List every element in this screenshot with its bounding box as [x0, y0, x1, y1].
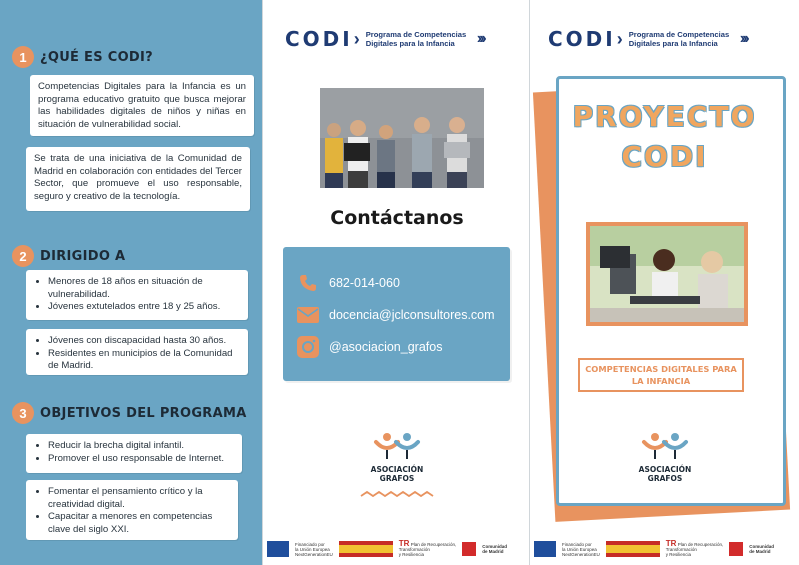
section-objectives-header — [12, 402, 247, 424]
phone-row[interactable] — [297, 272, 400, 294]
what-is-codi-card — [30, 75, 254, 136]
eu-line: la Unión Europea — [562, 546, 597, 552]
spain-government-logo — [339, 541, 393, 557]
phone-icon — [297, 272, 319, 294]
target-list-card-1 — [26, 270, 248, 320]
list-item: • Jóvenes extutelados entre 18 y 25 años. — [48, 301, 240, 314]
section-title: OBJETIVOS DEL PROGRAMA — [40, 405, 247, 421]
triple-chevron-icon: ››› — [476, 30, 484, 47]
envelope-icon — [297, 304, 319, 326]
tagline-box — [578, 358, 744, 392]
plan-line: Plan de Recuperación, — [410, 542, 457, 547]
plan-text — [666, 541, 723, 557]
initiative-card — [26, 147, 250, 211]
list-item: • Jóvenes con discapacidad hasta 30 años. — [48, 335, 240, 348]
eu-funding-text — [562, 542, 600, 557]
madrid-logo-icon — [729, 542, 743, 556]
grafos-figures-icon — [372, 432, 422, 460]
madrid-text — [482, 544, 507, 554]
bracket-icon: › — [353, 28, 360, 49]
objectives-list-card-2 — [26, 480, 238, 540]
project-title-line1: PROYECTO — [572, 100, 757, 133]
triple-chevron-icon: ››› — [739, 30, 747, 47]
madrid-text — [749, 544, 774, 554]
card-text: Competencias Digitales para la Infancia es un programa educativo gratuito que busca mejorar las habilidades digitales de niños y niñas en situación de vulnerabilidad social. — [38, 81, 246, 130]
funding-footer — [267, 541, 507, 557]
grafos-figures-icon — [640, 432, 690, 460]
codi-subtitle — [366, 30, 471, 48]
plan-line: y Resiliencia — [398, 552, 425, 557]
assoc-name-line: GRAFOS — [647, 474, 683, 483]
child-4 — [412, 117, 432, 188]
eu-flag-icon — [267, 541, 289, 557]
madrid-line: de Madrid — [749, 549, 771, 554]
child-3 — [377, 125, 395, 188]
list-item: • Promover el uso responsable de Internet. — [48, 453, 234, 466]
subtitle-line: Programa de Competencias — [365, 30, 467, 39]
child-1 — [325, 123, 343, 188]
photo-illustration — [590, 226, 744, 322]
list-item: • Residentes en municipios de la Comunidad de Madrid. — [48, 348, 240, 373]
contact-box — [283, 247, 510, 381]
assoc-name-line: ASOCIACIÓN — [638, 465, 692, 474]
bracket-icon: › — [616, 28, 623, 49]
plan-line: Plan de Recuperación, — [677, 542, 724, 547]
cover-panel — [530, 0, 799, 565]
assoc-name-line: GRAFOS — [379, 474, 415, 483]
eu-line: Financiado por — [562, 541, 592, 547]
madrid-line: de Madrid — [482, 549, 504, 554]
section-what-is-codi-header — [12, 46, 153, 68]
plan-line: Transformación — [398, 547, 430, 552]
target-list-card-2 — [26, 329, 248, 375]
subtitle-line: Programa de Competencias — [628, 30, 730, 39]
section-target-header — [12, 245, 125, 267]
email-row[interactable] — [297, 304, 495, 326]
prtr-logo-mark: TR — [665, 539, 677, 548]
codi-logo: CODI — [285, 27, 353, 51]
madrid-line: Comunidad — [749, 544, 774, 549]
section-number-badge: 3 — [12, 402, 34, 424]
section-title: ¿QUÉ ES CODI? — [40, 49, 153, 65]
section-title: DIRIGIDO A — [40, 248, 126, 264]
plan-line: Transformación — [665, 547, 697, 552]
asociacion-grafos-logo — [357, 432, 437, 504]
codi-logo-header — [285, 27, 484, 51]
section-number-badge: 1 — [12, 46, 34, 68]
email-address: docencia@jclconsultores.com — [329, 308, 495, 322]
info-panel — [0, 0, 262, 565]
phone-number: 682-014-060 — [329, 276, 400, 290]
madrid-line: Comunidad — [482, 544, 507, 549]
subtitle-line: Digitales para la Infancia — [628, 39, 718, 48]
eu-funding-text — [295, 542, 333, 557]
instagram-icon — [297, 336, 319, 358]
spain-government-logo — [606, 541, 660, 557]
eu-line: NextGenerationEU — [295, 551, 333, 557]
codi-logo-header — [548, 27, 747, 51]
card-text: Se trata de una iniciativa de la Comunidad de Madrid en colaboración con entidades del Tercer Sector, que promueve el uso responsable, seguro y creativo de la tecnología. — [34, 153, 242, 202]
assoc-name-line: ASOCIACIÓN — [370, 465, 424, 474]
social-row[interactable] — [297, 336, 442, 358]
eu-line: NextGenerationEU — [562, 551, 600, 557]
eu-line: la Unión Europea — [295, 546, 330, 552]
children-with-devices-photo — [320, 88, 484, 188]
list-item: • Reducir la brecha digital infantil. — [48, 440, 234, 453]
social-handle: @asociacion_grafos — [329, 340, 443, 354]
contact-title: Contáctanos — [330, 207, 464, 229]
section-number-badge: 2 — [12, 245, 34, 267]
list-item: • Capacitar a menores en competencias clave del siglo XXI. — [48, 511, 230, 536]
eu-flag-icon — [534, 541, 556, 557]
eu-line: Financiado por — [295, 541, 325, 547]
codi-subtitle — [629, 30, 734, 48]
tagline-line: COMPETENCIAS DIGITALES PARA — [585, 364, 737, 374]
plan-line: y Resiliencia — [665, 552, 692, 557]
prtr-logo-mark: TR — [398, 539, 410, 548]
tagline-line: LA INFANCIA — [631, 376, 691, 386]
asociacion-grafos-logo — [625, 432, 705, 483]
madrid-logo-icon — [462, 542, 476, 556]
subtitle-line: Digitales para la Infancia — [365, 39, 455, 48]
list-item: • Fomentar el pensamiento crítico y la creatividad digital. — [48, 486, 230, 511]
zigzag-decoration — [359, 489, 435, 499]
list-item: • Menores de 18 años en situación de vulnerabilidad. — [48, 276, 240, 301]
contact-panel — [262, 0, 530, 565]
funding-footer — [534, 541, 774, 557]
plan-text — [399, 541, 456, 557]
objectives-list-card-1 — [26, 434, 242, 473]
children-at-computers-photo — [586, 222, 748, 326]
project-title-line2: CODI — [621, 140, 708, 173]
codi-logo: CODI — [548, 27, 616, 51]
photo-illustration — [320, 88, 484, 188]
